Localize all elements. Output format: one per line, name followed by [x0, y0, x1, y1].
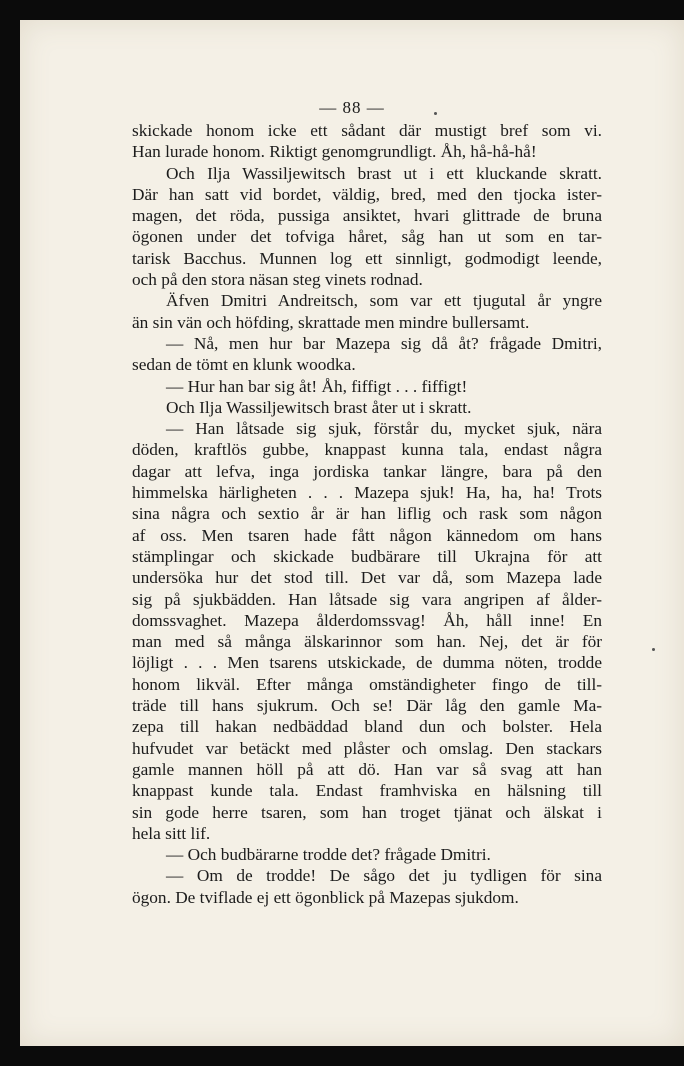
text-line: Och Ilja Wassiljewitsch brast ut i ett kluckande skratt. — [166, 163, 602, 183]
text-line: Äfven Dmitri Andreitsch, som var ett tjugutal år yngre — [166, 291, 602, 311]
text-line: gamle mannen höll på att dö. Han var så svag att han — [132, 759, 602, 779]
body-text — [132, 120, 602, 908]
text-line: — Och budbärarne trodde det? frågade Dmitri. — [166, 845, 491, 865]
text-line: undersöka hur det stod till. Det var då, som Mazepa lade — [132, 568, 602, 588]
text-line: man med så många älskarinnor som han. Nej, det är för — [132, 632, 602, 652]
text-line: zepa till hakan nedbäddad bland dun och bolster. Hela — [132, 717, 602, 737]
text-line: hela sitt lif. — [132, 823, 211, 843]
text-line: sina några och sextio år är han liflig och rask som någon — [132, 504, 602, 524]
text-line: — Nå, men hur bar Mazepa sig då åt? frågade Dmitri, — [166, 333, 602, 353]
text-line: Och Ilja Wassiljewitsch brast åter ut i skratt. — [166, 397, 472, 417]
print-speck — [652, 648, 655, 651]
text-line: knappast kunde tala. Endast framhviska en hälsning till — [132, 781, 602, 801]
text-line: magen, det röda, pussiga ansiktet, hvari glittrade de bruna — [132, 206, 602, 226]
text-line: domssvaghet. Mazepa ålderdomssvag! Åh, håll inne! En — [132, 610, 602, 630]
text-line: tarisk Bacchus. Munnen log ett sinnligt, godmodigt leende, — [132, 248, 602, 268]
text-line: — Han låtsade sig sjuk, förstår du, mycket sjuk, nära — [166, 419, 602, 439]
book-page — [20, 20, 684, 1046]
text-line: ögon. De tviflade ej ett ögonblick på Mazepas sjukdom. — [132, 887, 519, 907]
text-line: Där han satt vid bordet, väldig, bred, med den tjocka ister- — [132, 184, 602, 204]
text-line: hufvudet var betäckt med plåster och omslag. Den stackars — [132, 738, 602, 758]
text-line: stämplingar och skickade budbärare till Ukrajna för att — [132, 546, 602, 566]
text-line: Han lurade honom. Riktigt genomgrundligt. Åh, hå-hå-hå! — [132, 142, 537, 162]
page-number: — 88 — — [319, 98, 385, 117]
text-line: ögonen under det tofviga håret, såg han ut som en tar- — [132, 227, 602, 247]
text-line: än sin vän och höfding, skrattade men mindre bullersamt. — [132, 312, 530, 332]
text-line: och på den stora näsan steg vinets rodnad. — [132, 270, 423, 290]
text-line: sedan de tömt en klunk woodka. — [132, 355, 356, 375]
text-line: sig på sjukbädden. Han låtsade sig vara angripen af ålder- — [132, 589, 602, 609]
text-line: himmelska härligheten . . . Mazepa sjuk! Ha, ha, ha! Trots — [132, 483, 602, 503]
print-speck — [434, 112, 437, 115]
text-line: honom likväl. Efter många omständigheter fingo de till- — [132, 674, 602, 694]
text-line: döden, kraftlös gubbe, knappast kunna tala, endast några — [132, 440, 602, 460]
text-line: träde till hans sjukrum. Och se! Där låg den gamle Ma- — [132, 696, 602, 716]
text-line: löjligt . . . Men tsarens utskickade, de dumma nöten, trodde — [132, 653, 602, 673]
text-line: — Hur han bar sig åt! Åh, fiffigt . . . fiffigt! — [166, 376, 468, 396]
text-line: sin gode herre tsaren, som han troget tjänat och älskat i — [132, 802, 602, 822]
text-line: dagar att lefva, inga jordiska tankar längre, bara på den — [132, 461, 602, 481]
text-line: skickade honom icke ett sådant där mustigt bref som vi. — [132, 121, 602, 140]
text-line: — Om de trodde! De sågo det ju tydligen för sina — [166, 866, 602, 886]
text-line: af oss. Men tsaren hade fått någon kännedom om hans — [132, 525, 602, 545]
